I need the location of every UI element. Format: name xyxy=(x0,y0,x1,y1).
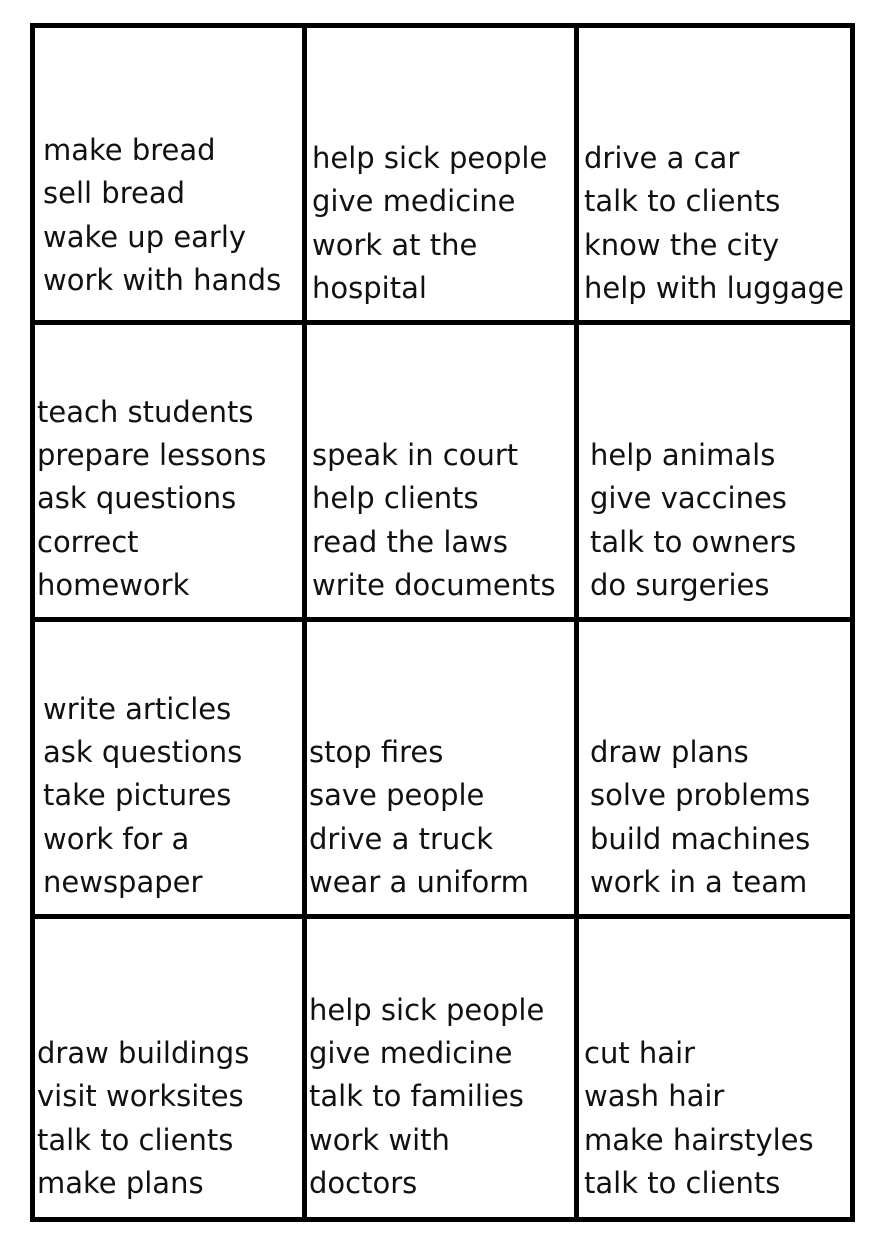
card-10 xyxy=(35,919,307,1217)
card-line: ask questions xyxy=(37,481,237,516)
card-line: wake up early xyxy=(43,219,247,254)
card-line: make hairstyles xyxy=(584,1122,814,1157)
card-line: wash hair xyxy=(584,1079,725,1114)
card-9 xyxy=(579,622,850,919)
card-line: save people xyxy=(309,778,485,813)
card-4 xyxy=(35,325,307,622)
card-line: help sick people xyxy=(309,992,545,1027)
card-12 xyxy=(579,919,850,1217)
card-line: visit worksites xyxy=(37,1079,244,1114)
card-line: cut hair xyxy=(584,1036,696,1071)
card-line: work with hands xyxy=(43,262,282,297)
card-line: help clients xyxy=(312,481,479,516)
card-line: build machines xyxy=(590,821,811,856)
card-line: drive a truck xyxy=(309,821,494,856)
card-1 xyxy=(35,28,307,325)
card-6 xyxy=(579,325,850,622)
card-line: draw plans xyxy=(590,735,749,770)
card-line: homework xyxy=(37,567,190,602)
card-line: drive a car xyxy=(584,141,740,176)
card-line: work with xyxy=(309,1122,450,1157)
card-11 xyxy=(307,919,579,1217)
card-line: speak in court xyxy=(312,438,519,473)
card-line: solve problems xyxy=(590,778,811,813)
card-line: give medicine xyxy=(312,184,516,219)
card-line: work in a team xyxy=(590,864,808,899)
card-line: read the laws xyxy=(312,524,508,559)
card-line: help with luggage xyxy=(584,270,844,305)
card-line: know the city xyxy=(584,227,780,262)
card-line: help animals xyxy=(590,438,776,473)
card-line: newspaper xyxy=(43,864,203,899)
card-8 xyxy=(307,622,579,919)
card-line: write articles xyxy=(43,691,232,726)
card-grid xyxy=(30,23,855,1222)
card-line: talk to clients xyxy=(584,184,781,219)
card-line: talk to clients xyxy=(37,1122,234,1157)
card-line: help sick people xyxy=(312,141,548,176)
card-5 xyxy=(307,325,579,622)
card-line: make plans xyxy=(37,1165,204,1200)
card-7 xyxy=(35,622,307,919)
card-line: talk to clients xyxy=(584,1165,781,1200)
card-line: work at the xyxy=(312,227,478,262)
card-line: draw buildings xyxy=(37,1036,250,1071)
card-line: work for a xyxy=(43,821,190,856)
card-line: take pictures xyxy=(43,778,232,813)
card-line: talk to owners xyxy=(590,524,797,559)
card-line: stop fires xyxy=(309,735,444,770)
card-line: do surgeries xyxy=(590,567,770,602)
card-2 xyxy=(307,28,579,325)
card-line: write documents xyxy=(312,567,556,602)
card-line: give medicine xyxy=(309,1036,513,1071)
card-line: wear a uniform xyxy=(309,864,529,899)
card-line: give vaccines xyxy=(590,481,787,516)
card-line: ask questions xyxy=(43,735,243,770)
card-line: teach students xyxy=(37,394,254,429)
card-line: prepare lessons xyxy=(37,438,267,473)
card-line: doctors xyxy=(309,1165,418,1200)
card-line: make bread xyxy=(43,133,216,168)
card-line: talk to families xyxy=(309,1079,524,1114)
card-line: correct xyxy=(37,524,139,559)
card-line: sell bread xyxy=(43,176,185,211)
card-3 xyxy=(579,28,850,325)
card-line: hospital xyxy=(312,270,427,305)
